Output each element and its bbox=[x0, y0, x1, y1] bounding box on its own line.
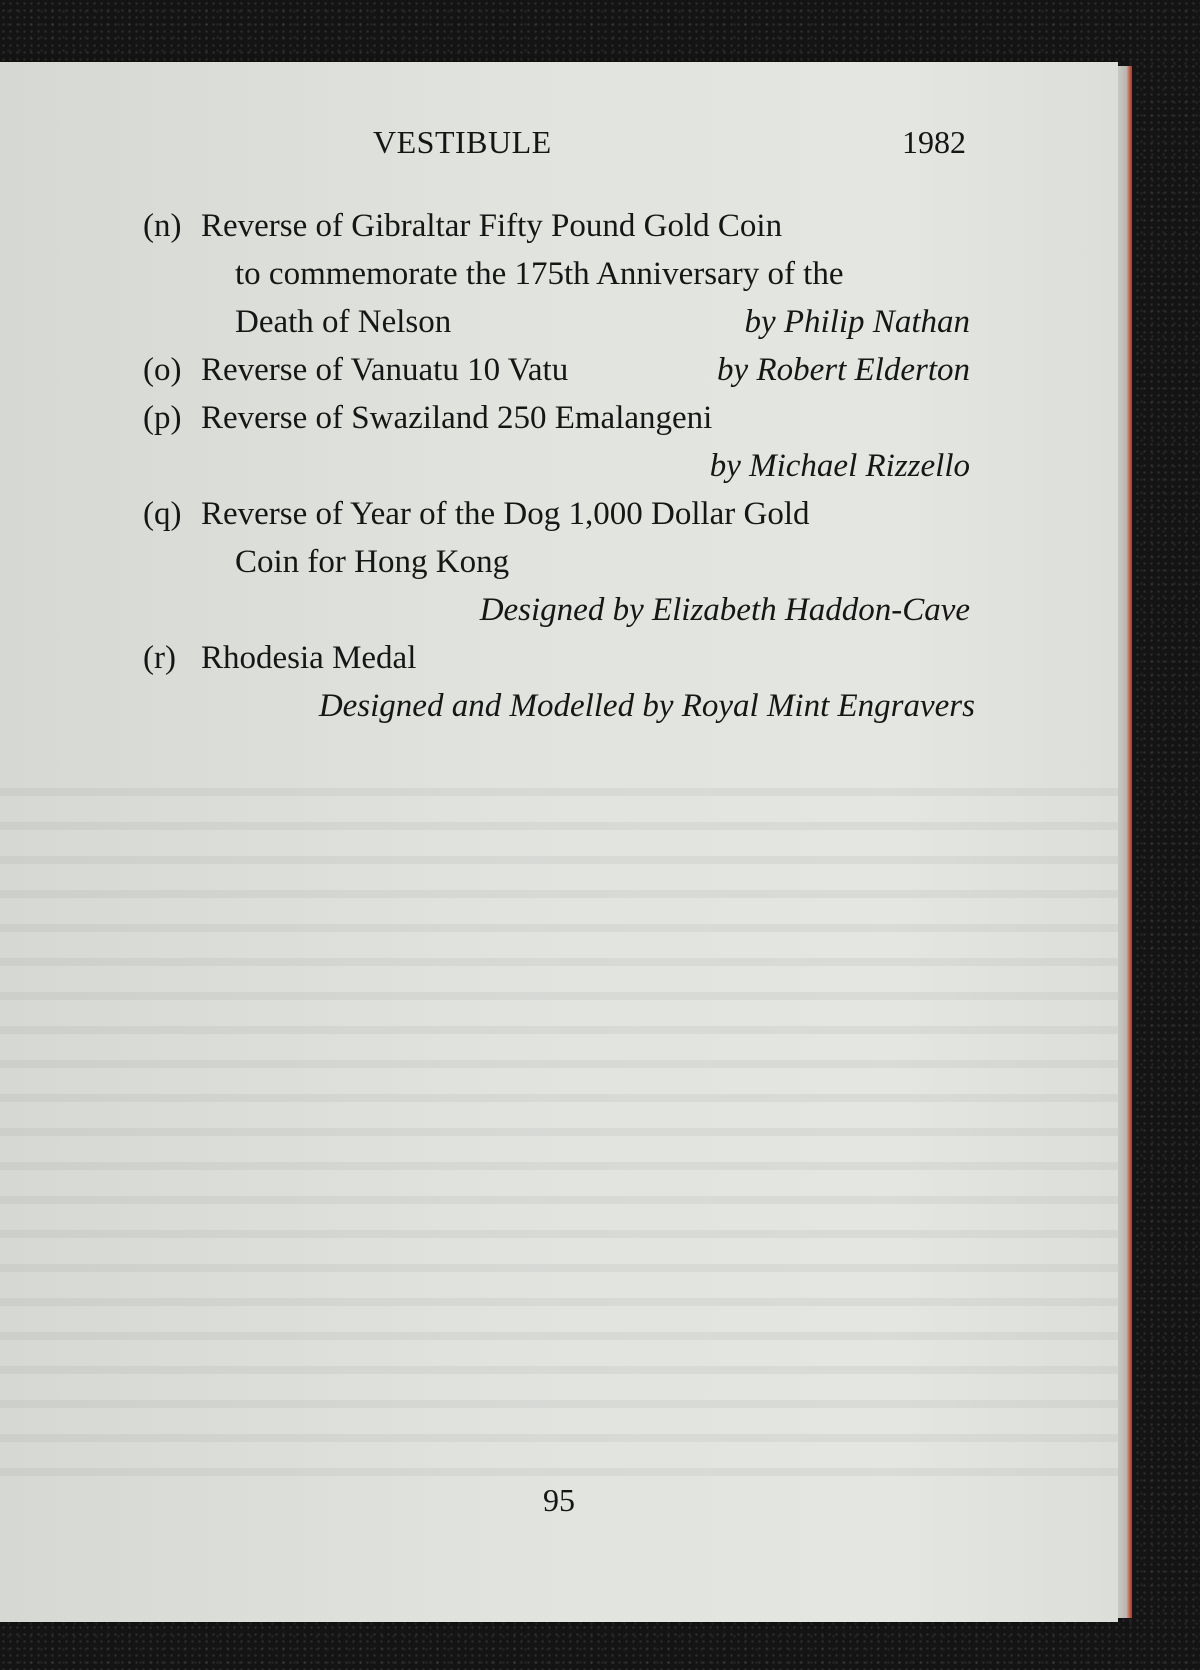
entry-credit: by Philip Nathan bbox=[744, 304, 970, 340]
entry-label: (r) bbox=[143, 640, 176, 676]
running-header bbox=[0, 124, 1118, 174]
header-year: 1982 bbox=[902, 124, 966, 160]
page-edge bbox=[1118, 66, 1132, 1618]
entry-label: (q) bbox=[143, 496, 182, 532]
entry-label: (o) bbox=[143, 352, 182, 388]
entry-credit: by Michael Rizzello bbox=[709, 448, 970, 484]
entry-text: to commemorate the 175th Anniversary of the bbox=[235, 256, 844, 292]
header-title: VESTIBULE bbox=[373, 124, 552, 160]
entry-text: Coin for Hong Kong bbox=[235, 544, 510, 580]
entry-n-line-1 bbox=[0, 202, 1118, 250]
entry-q-line-3 bbox=[0, 586, 1118, 634]
entry-text: Reverse of Gibraltar Fifty Pound Gold Coin bbox=[201, 208, 783, 244]
entry-text: Death of Nelson bbox=[235, 304, 452, 340]
entry-credit: by Robert Elderton bbox=[717, 352, 970, 388]
book-page bbox=[0, 62, 1118, 1622]
entry-n-line-2 bbox=[0, 250, 1118, 298]
entry-credit: Designed and Modelled by Royal Mint Engravers bbox=[318, 688, 975, 724]
entry-o-line-1 bbox=[0, 346, 1118, 394]
page-content bbox=[0, 62, 1118, 1622]
entry-text: Reverse of Year of the Dog 1,000 Dollar Gold bbox=[201, 496, 810, 532]
entry-r-line-2 bbox=[0, 682, 1118, 730]
entry-q-line-2 bbox=[0, 538, 1118, 586]
entry-list bbox=[0, 202, 1118, 730]
entry-credit: Designed by Elizabeth Haddon-Cave bbox=[479, 592, 970, 628]
entry-label: (p) bbox=[143, 400, 182, 436]
entry-p-line-2 bbox=[0, 442, 1118, 490]
entry-text: Reverse of Swaziland 250 Emalangeni bbox=[201, 400, 713, 436]
entry-q-line-1 bbox=[0, 490, 1118, 538]
entry-label: (n) bbox=[143, 208, 182, 244]
entry-text: Reverse of Vanuatu 10 Vatu bbox=[201, 352, 569, 388]
entry-p-line-1 bbox=[0, 394, 1118, 442]
entry-n-line-3 bbox=[0, 298, 1118, 346]
entry-r-line-1 bbox=[0, 634, 1118, 682]
entry-text: Rhodesia Medal bbox=[201, 640, 417, 676]
page-number: 95 bbox=[543, 1482, 575, 1518]
